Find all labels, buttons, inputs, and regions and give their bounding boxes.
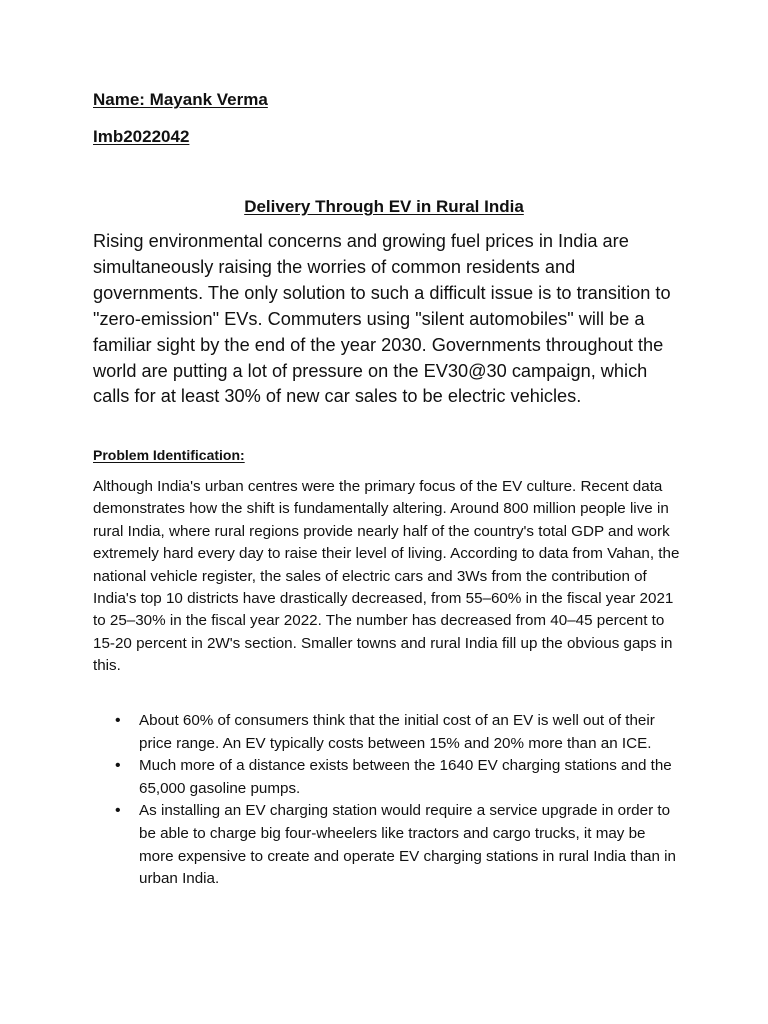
bullet-item-cost: • About 60% of consumers think that the initial cost of an EV is well out of their price range. An EV typically costs between 15% and 20% more than an ICE.: [93, 710, 683, 755]
document-title: Delivery Through EV in Rural India: [244, 197, 524, 216]
problem-paragraph: Although India's urban centres were the primary focus of the EV culture. Recent data demonstrates how the shift is fundamentally altering. Around 800 million people live in rural India, where rural regions provide nearly half of the country's total GDP and work extremely hard every day to raise their level of living. According to data from Vahan, the national vehicle register, the sales of electric cars and 3Ws from the contribution of India's top 10 districts have drastically decreased, from 55–60% in the fiscal year 2021 to 25–30% in the fiscal year 2022. The number has decreased from 40–45 percent to 15-20 percent in 2W's section. Smaller towns and rural India fill up the obvious gaps in this.: [93, 478, 680, 675]
problem-bullet-list: [93, 710, 683, 891]
author-name: Name: Mayank Verma: [93, 90, 268, 109]
bullet-item-rural-infrastructure: • As installing an EV charging station would require a service upgrade in order to be able to charge big four-wheelers like tractors and cargo trucks, it may be more expensive to create and operate EV charging stations in rural India than in urban India.: [93, 800, 683, 890]
problem-identification-heading: Problem Identification:: [93, 447, 245, 463]
intro-paragraph: Rising environmental concerns and growing fuel prices in India are simultaneously raising the worries of common residents and governments. The only solution to such a difficult issue is to transition to "zero-emission" EVs. Commuters using "silent automobiles" will be a familiar sight by the end of the year 2030. Governments throughout the world are putting a lot of pressure on the EV30@30 campaign, which calls for at least 30% of new car sales to be electric vehicles.: [93, 231, 671, 407]
bullet-item-charging-stations: • Much more of a distance exists between the 1640 EV charging stations and the 65,000 gasoline pumps.: [93, 755, 683, 800]
roll-number: Imb2022042: [93, 127, 190, 146]
